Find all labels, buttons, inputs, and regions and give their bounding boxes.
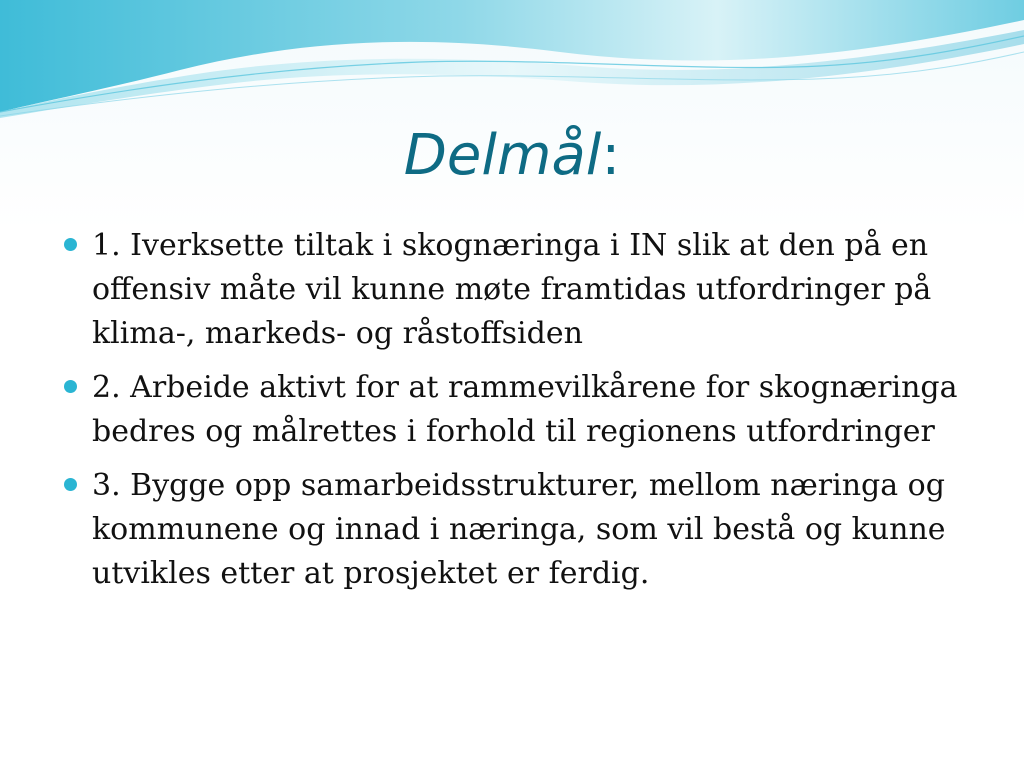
bullet-text-1: 1. Iverksette tiltak i skognæringa i IN slik at den på en offensiv måte vil kunne møte framtidas utfordringer på klima-, markeds- og råstoffsiden [92,228,932,351]
slide-title-colon: : [601,123,621,188]
bullet-text-3: 3. Bygge opp samarbeidsstrukturer, mellom næringa og kommunene og innad i næringa, som vil bestå og kunne utvikles etter at prosjektet er ferdig. [92,468,946,591]
bullet-dot-icon [64,380,77,393]
bullet-dot-icon [64,238,77,251]
bullet-dot-icon [64,478,77,491]
bullet-item-2 [60,366,980,454]
bullet-item-3 [60,464,980,596]
header-wave-decoration [0,0,1024,130]
slide-title [0,123,1024,188]
bullet-text-2: 2. Arbeide aktivt for at rammevilkårene for skognæringa bedres og målrettes i forhold til regionens utfordringer [92,370,958,449]
bullet-item-1 [60,224,980,356]
slide-title-text: Delmål [403,123,602,188]
bullet-list [60,224,980,606]
